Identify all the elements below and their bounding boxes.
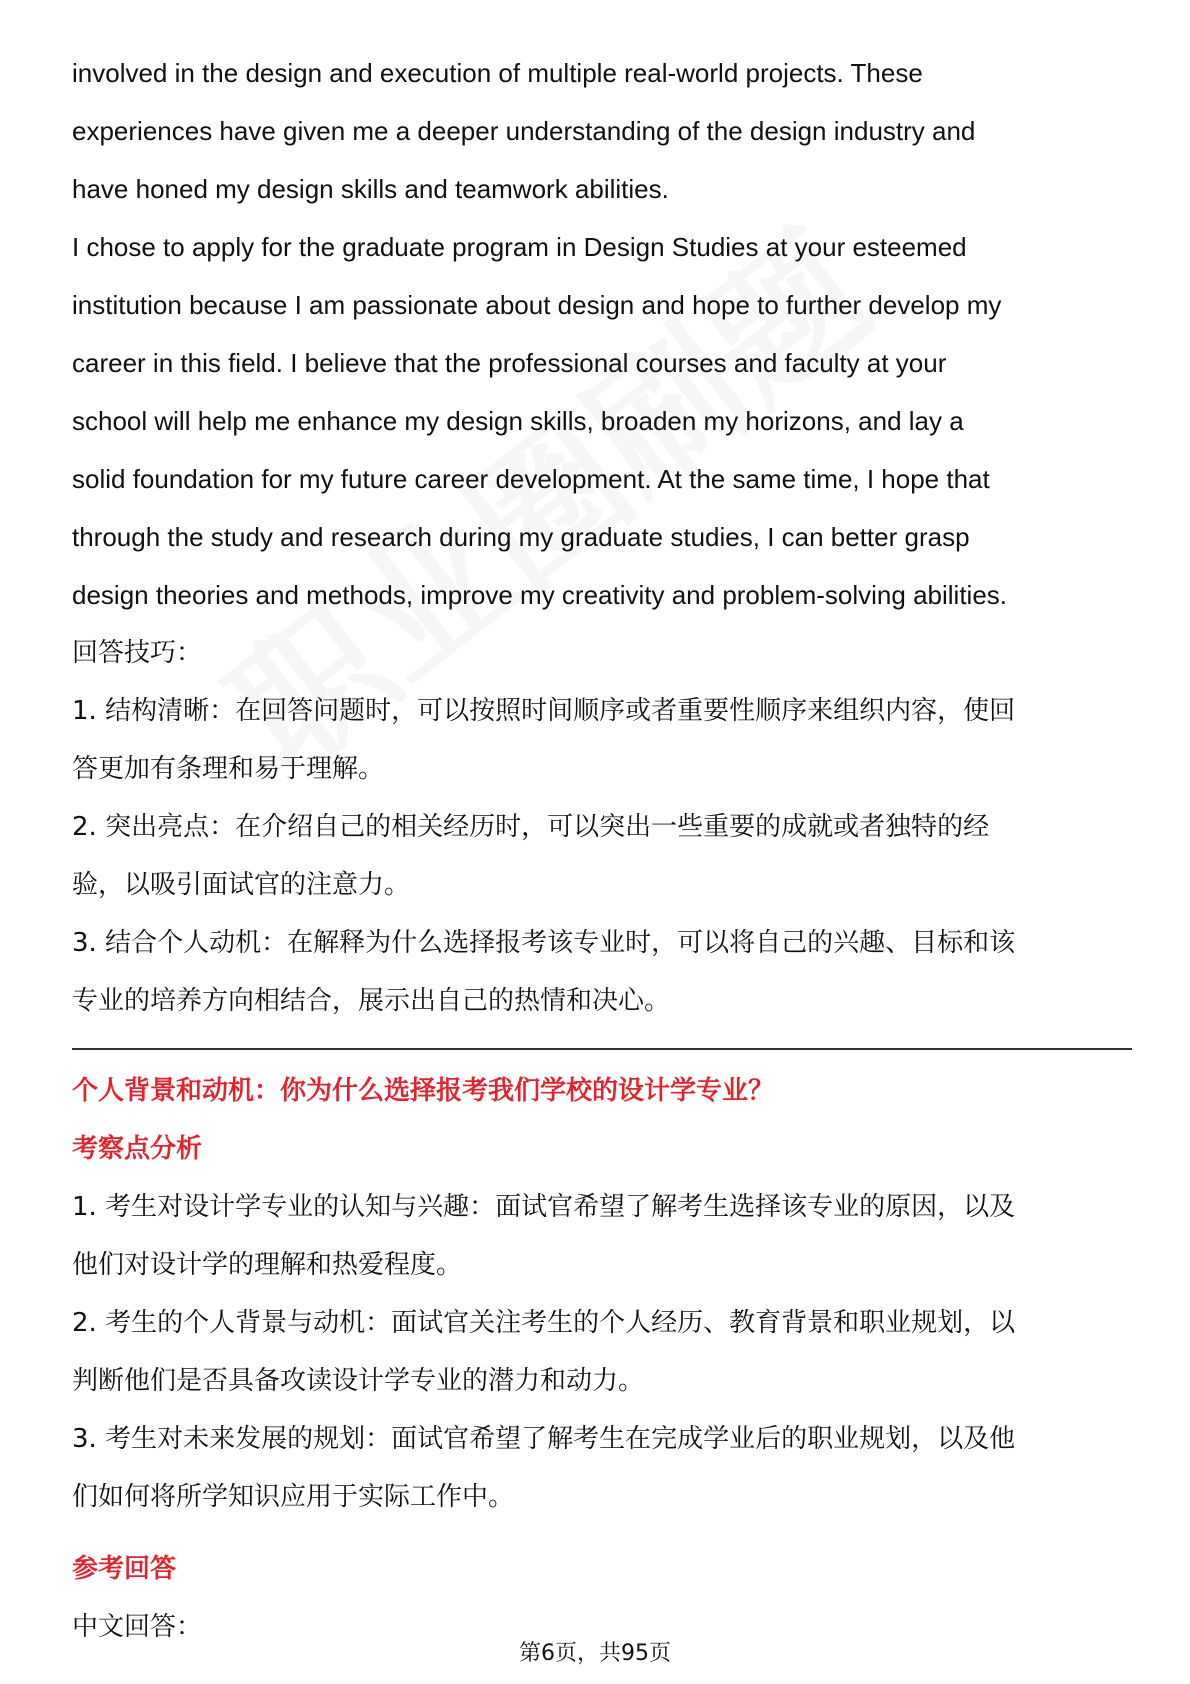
analysis-line: 们如何将所学知识应用于实际工作中。 [72, 1482, 515, 1512]
analysis-line: 2. 考生的个人背景与动机：面试官关注考生的个人经历、教育背景和职业规划，以 [72, 1308, 1016, 1338]
tips-line: 3. 结合个人动机：在解释为什么选择报考该专业时，可以将自己的兴趣、目标和该 [72, 928, 1016, 958]
page-number: 第6页，共95页 [519, 1641, 671, 1666]
chinese-answer-label: 中文回答： [72, 1612, 203, 1642]
page-content [72, 44, 1132, 1656]
analysis-line: 判断他们是否具备攻读设计学专业的潜力和动力。 [72, 1366, 645, 1396]
body-line: experiences have given me a deeper understanding of the design industry and [72, 116, 976, 146]
analysis-line: 3. 考生对未来发展的规划：面试官希望了解考生在完成学业后的职业规划，以及他 [72, 1424, 1016, 1454]
body-line: solid foundation for my future career development. At the same time, I hope that [72, 464, 990, 494]
body-line: institution because I am passionate about design and hope to further develop my [72, 290, 1002, 320]
spacer [72, 1526, 1132, 1540]
tips-line: 答更加有条理和易于理解。 [72, 754, 385, 784]
body-line: have honed my design skills and teamwork abilities. [72, 174, 669, 204]
tips-heading: 回答技巧： [72, 638, 203, 668]
body-line: involved in the design and execution of multiple real-world projects. These [72, 58, 923, 88]
body-line: I chose to apply for the graduate program in Design Studies at your esteemed [72, 232, 967, 262]
tips-line: 专业的培养方向相结合，展示出自己的热情和决心。 [72, 986, 671, 1016]
answer-tips-section [72, 624, 1132, 1030]
tips-line: 验，以吸引面试官的注意力。 [72, 870, 411, 900]
tips-line: 2. 突出亮点：在介绍自己的相关经历时，可以突出一些重要的成就或者独特的经 [72, 812, 990, 842]
question-title: 个人背景和动机：你为什么选择报考我们学校的设计学专业？ [72, 1076, 775, 1106]
analysis-line: 他们对设计学的理解和热爱程度。 [72, 1250, 463, 1280]
analysis-heading: 考察点分析 [72, 1134, 203, 1164]
body-line: school will help me enhance my design skills, broaden my horizons, and lay a [72, 406, 964, 436]
analysis-line: 1. 考生对设计学专业的认知与兴趣：面试官希望了解考生选择该专业的原因，以及 [72, 1192, 1016, 1222]
question-section [72, 1062, 1132, 1656]
body-line: through the study and research during my graduate studies, I can better grasp [72, 522, 970, 552]
body-line: design theories and methods, improve my creativity and problem-solving abilities. [72, 580, 1007, 610]
tips-line: 1. 结构清晰：在回答问题时，可以按照时间顺序或者重要性顺序来组织内容，使回 [72, 696, 1016, 726]
reference-answer-heading: 参考回答 [72, 1554, 177, 1584]
section-divider [72, 1048, 1132, 1050]
body-line: career in this field. I believe that the professional courses and faculty at your [72, 348, 947, 378]
english-answer-paragraph [72, 44, 1132, 624]
